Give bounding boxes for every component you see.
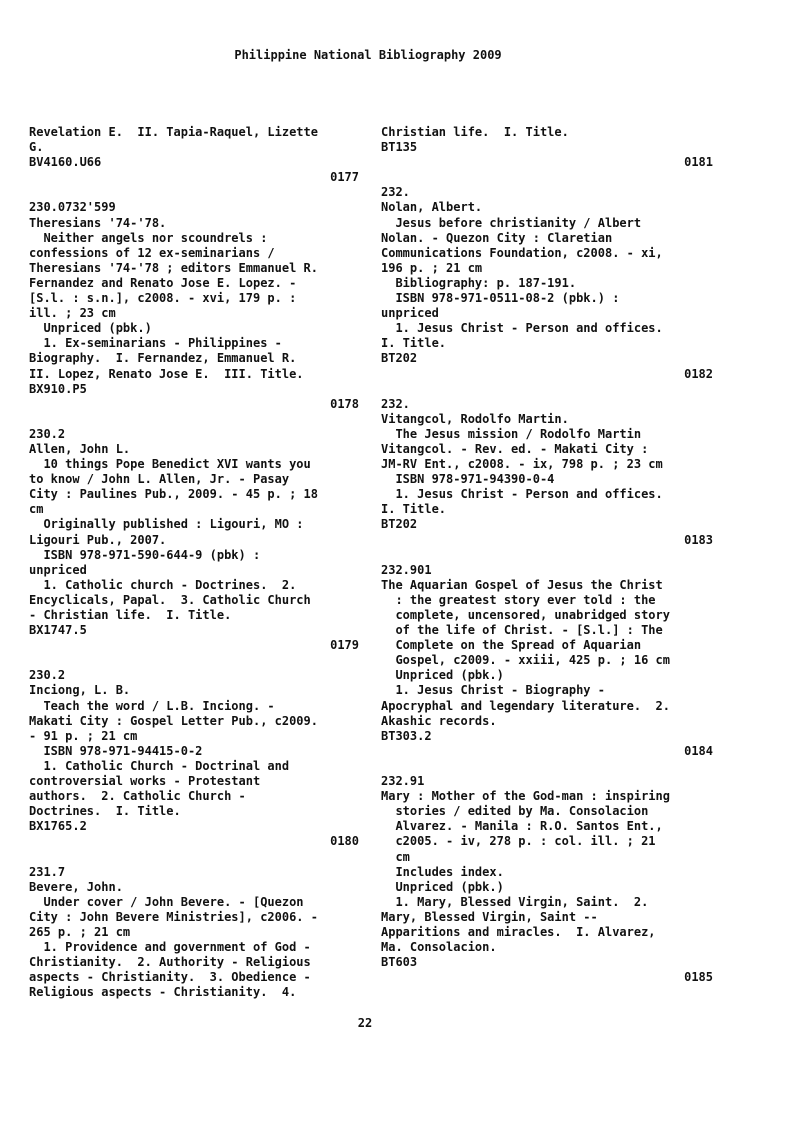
entry-line: Under cover / John Bevere. - [Quezon — [29, 894, 304, 909]
entry-line: unpriced — [381, 306, 439, 321]
entry-line: City : Paulines Pub., 2009. - 45 p. ; 18 — [29, 487, 318, 502]
entry-line: unpriced — [29, 562, 87, 577]
entry-line: 1. Catholic church - Doctrines. 2. — [29, 577, 297, 592]
entry-line: BT135 — [381, 140, 418, 155]
entry-line: Theresians '74-'78 ; editors Emmanuel R. — [29, 260, 318, 275]
entry-line: Nolan, Albert. — [381, 200, 483, 215]
entry-line: 265 p. ; 21 cm — [29, 924, 131, 939]
page-number: 22 — [357, 1016, 373, 1030]
spacer — [29, 185, 359, 200]
entry-line: City : John Bevere Ministries], c2006. - — [29, 909, 318, 924]
entry-line: ISBN 978-971-590-644-9 (pbk) : — [29, 547, 261, 562]
entry-line: Encyclicals, Papal. 3. Catholic Church — [29, 592, 311, 607]
entry-line: 1. Jesus Christ - Person and offices. — [381, 487, 663, 502]
entry-line: BX1765.2 — [29, 819, 87, 834]
entry-line: Vitangcol. - Rev. ed. - Makati City : — [381, 441, 649, 456]
entry-line: BV4160.U66 — [29, 155, 102, 170]
entry-line: Unpriced (pbk.) — [381, 668, 504, 683]
entry-line: ill. ; 23 cm — [29, 306, 116, 321]
entry-line: Bibliography: p. 187-191. — [381, 275, 577, 290]
entry-number: 0183 — [684, 532, 713, 547]
entry-line: Originally published : Ligouri, MO : — [29, 517, 304, 532]
entry-line: 230.2 — [29, 426, 66, 441]
entry-line: complete, uncensored, unabridged story — [381, 608, 670, 622]
entry-line: 230.2 — [29, 668, 66, 683]
page-header-title: Philippine National Bibliography 2009 — [234, 48, 502, 62]
entry-line: Allen, John L. — [29, 441, 131, 456]
entry-number: 0181 — [684, 155, 713, 170]
spacer — [381, 548, 713, 563]
entry-number: 0178 — [330, 396, 359, 411]
entry-line: 10 things Pope Benedict XVI wants you — [29, 457, 311, 472]
entry-line: BT303.2 — [381, 728, 432, 743]
entry-number: 0179 — [330, 638, 359, 653]
entry-line: Unpriced (pbk.) — [381, 879, 504, 894]
entry-line: Jesus before christianity / Albert — [381, 215, 642, 230]
entry-line: I. Title. — [381, 502, 447, 517]
entry-line: Teach the word / L.B. Inciong. - — [29, 698, 275, 713]
entry-line: Bevere, John. — [29, 879, 123, 894]
entry-line: Mary : Mother of the God-man : inspiring — [381, 789, 670, 804]
entry-line: 232.91 — [381, 774, 425, 789]
entry-line: stories / edited by Ma. Consolacion — [381, 804, 649, 819]
entry-line: cm — [381, 849, 410, 864]
entry-line: Nolan. - Quezon City : Claretian — [381, 230, 613, 245]
spacer — [381, 382, 713, 397]
entry-line: Ligouri Pub., 2007. — [29, 532, 167, 547]
entry-line: 1. Jesus Christ - Person and offices. — [381, 321, 663, 336]
entry-line: Ma. Consolacion. — [381, 940, 497, 955]
entry-line: Revelation E. II. Tapia-Raquel, Lizette — [29, 125, 318, 139]
entry-line: Religious aspects - Christianity. 4. — [29, 985, 297, 1000]
entry-line: 232.901 — [381, 562, 432, 577]
entry-line: BT603 — [381, 955, 418, 970]
entry-line: The Jesus mission / Rodolfo Martin — [381, 426, 642, 441]
spacer — [29, 850, 359, 865]
entry-line: Alvarez. - Manila : R.O. Santos Ent., — [381, 819, 663, 834]
entry-line: Neither angels nor scoundrels : — [29, 230, 268, 245]
entry-line: Vitangcol, Rodolfo Martin. — [381, 411, 569, 426]
entry-line: 1. Jesus Christ - Biography - — [381, 683, 605, 698]
entry-line: Inciong, L. B. — [29, 683, 131, 698]
entry-line: 230.0732'599 — [29, 200, 116, 215]
entry-line: Includes index. — [381, 864, 504, 879]
entry-line: JM-RV Ent., c2008. - ix, 798 p. ; 23 cm — [381, 457, 663, 472]
entry-line: I. Title. — [381, 336, 447, 351]
entry-line: Communications Foundation, c2008. - xi, — [381, 245, 663, 260]
entry-line: Theresians '74-'78. — [29, 215, 167, 230]
entry-number: 0182 — [684, 366, 713, 381]
entry-line: Makati City : Gospel Letter Pub., c2009. — [29, 713, 318, 728]
entry-line: BT202 — [381, 517, 418, 532]
entry-line: Biography. I. Fernandez, Emmanuel R. — [29, 351, 297, 366]
entry-line: 1. Ex-seminarians - Philippines - — [29, 336, 282, 351]
entry-line: Complete on the Spread of Aquarian — [381, 638, 642, 653]
entry-line: Apparitions and miracles. I. Alvarez, — [381, 924, 656, 939]
spacer — [381, 759, 713, 774]
entry-line: II. Lopez, Renato Jose E. III. Title. — [29, 366, 304, 381]
entry-line: Mary, Blessed Virgin, Saint -- — [381, 909, 598, 924]
entry-line: [S.l. : s.n.], c2008. - xvi, 179 p. : — [29, 291, 297, 306]
entry-line: G. — [29, 140, 44, 155]
entry-line: Christian life. I. Title. — [381, 125, 569, 139]
entry-line: Gospel, c2009. - xxiii, 425 p. ; 16 cm — [381, 653, 670, 668]
entry-line: c2005. - iv, 278 p. : col. ill. ; 21 — [381, 834, 656, 849]
entry-line: 231.7 — [29, 864, 66, 879]
entry-line: 232. — [381, 185, 410, 200]
entry-line: ISBN 978-971-94390-0-4 — [381, 472, 555, 487]
entry-line: : the greatest story ever told : the — [381, 592, 656, 607]
entry-number: 0177 — [330, 170, 359, 185]
entry-line: Doctrines. I. Title. — [29, 804, 181, 819]
right-column — [381, 125, 713, 985]
entry-number: 0185 — [684, 970, 713, 985]
entry-line: 232. — [381, 396, 410, 411]
entry-line: Apocryphal and legendary literature. 2. — [381, 698, 670, 713]
entry-line: The Aquarian Gospel of Jesus the Christ — [381, 577, 663, 592]
entry-line: 196 p. ; 21 cm — [381, 260, 483, 275]
entry-line: 1. Providence and government of God - — [29, 940, 311, 955]
entry-line: 1. Mary, Blessed Virgin, Saint. 2. — [381, 894, 649, 909]
entry-line: authors. 2. Catholic Church - — [29, 789, 246, 804]
entry-line: - Christian life. I. Title. — [29, 608, 232, 622]
entry-line: - 91 p. ; 21 cm — [29, 728, 138, 743]
entry-line: BX1747.5 — [29, 623, 87, 638]
entry-line: 1. Catholic Church - Doctrinal and — [29, 758, 290, 773]
spacer — [381, 170, 713, 185]
spacer — [29, 412, 359, 427]
entry-line: cm — [29, 502, 44, 517]
entry-number: 0184 — [684, 743, 713, 758]
spacer — [29, 653, 359, 668]
left-column — [29, 125, 359, 1000]
entry-line: Fernandez and Renato Jose E. Lopez. - — [29, 275, 297, 290]
entry-line: of the life of Christ. - [S.l.] : The — [381, 623, 663, 638]
entry-line: controversial works - Protestant — [29, 774, 261, 789]
entry-line: Akashic records. — [381, 713, 497, 728]
entry-number: 0180 — [330, 834, 359, 849]
entry-line: Unpriced (pbk.) — [29, 321, 152, 336]
entry-line: Christianity. 2. Authority - Religious — [29, 955, 311, 970]
entry-line: BX910.P5 — [29, 381, 87, 396]
entry-line: confessions of 12 ex-seminarians / — [29, 245, 275, 260]
entry-line: aspects - Christianity. 3. Obedience - — [29, 970, 311, 985]
entry-line: ISBN 978-971-94415-0-2 — [29, 743, 203, 758]
entry-line: to know / John L. Allen, Jr. - Pasay — [29, 472, 290, 487]
entry-line: BT202 — [381, 351, 418, 366]
entry-line: ISBN 978-971-0511-08-2 (pbk.) : — [381, 291, 620, 306]
